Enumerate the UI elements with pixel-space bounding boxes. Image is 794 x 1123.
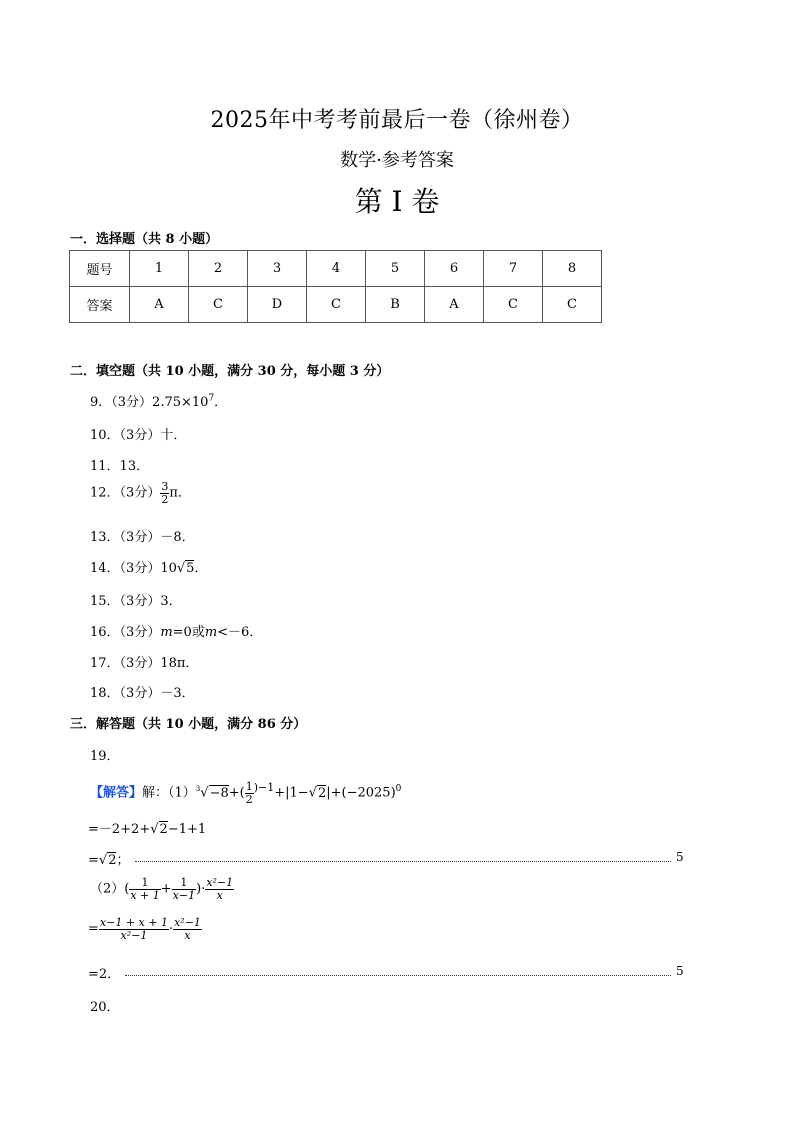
answer-item-12: 12．（3分） $\frac{3}{2}$ π． (90, 480, 191, 506)
fraction: $\frac{\text{x²−1}}{x}$ (174, 916, 201, 942)
table-cell: 7 (484, 251, 543, 287)
answer-item-18: 18．（3分）－3． (90, 686, 195, 701)
solution-step-3: =2． (88, 967, 121, 982)
radical: 2 (159, 822, 168, 837)
solution-step-2: = $\frac{x-1 + x + 1}{\text{x²−1}}$ · $\frac{\text{x²−1}}{x}$ (88, 916, 201, 942)
section-3-heading: 三．解答题（共 10 小题，满分 86 分） (70, 717, 307, 732)
table-cell: 8 (543, 251, 602, 287)
answer-table (69, 250, 602, 323)
score-mark: 5 (676, 850, 684, 864)
score-leader-dots (135, 861, 671, 862)
table-row-numbers (70, 251, 602, 287)
section-1-heading: 一．选择题（共 8 小题） (70, 232, 219, 247)
radical: 5 (186, 561, 195, 576)
table-cell: 1 (130, 251, 189, 287)
solution-line-3: =√2； (88, 853, 130, 868)
paper-title: 2025年中考考前最后一卷（徐州卷） (210, 108, 584, 133)
answer-item-15: 15．（3分）3． (90, 594, 182, 609)
fraction: $\frac{3}{2}$ (161, 480, 169, 506)
answer-item-17: 17．（3分）18π． (90, 656, 199, 671)
table-cell: C (484, 287, 543, 323)
row-label-number: 题号 (70, 251, 130, 287)
answer-item-11: 11．13． (90, 459, 150, 474)
answer-item-14: 14．（3分）10√5． (90, 561, 208, 576)
section-2-heading: 二．填空题（共 10 小题，满分 30 分，每小题 3 分） (70, 364, 390, 379)
cube-root: −8 (209, 785, 229, 801)
solution-part-2: （2）( $\frac{1}{x + 1}$ + $\frac{1}{x-1}$ )· $\frac{\text{x²−1}}{x}$ (90, 876, 234, 902)
table-cell: A (425, 287, 484, 323)
fraction: $\frac{1}{2}$ (245, 780, 253, 806)
table-cell: B (366, 287, 425, 323)
radical: 2 (317, 785, 327, 801)
table-cell: 4 (307, 251, 366, 287)
fraction: $\frac{x-1 + x + 1}{\text{x²−1}}$ (99, 916, 168, 942)
question-19-number: 19． (90, 749, 120, 764)
table-cell: 2 (189, 251, 248, 287)
answer-tag: 【解答】 (90, 785, 143, 801)
table-cell: 5 (366, 251, 425, 287)
answer-item-9: 9．（3分）$2.75\times 10^7$． (90, 393, 228, 410)
table-cell: C (189, 287, 248, 323)
answer-item-10: 10．（3分）十． (90, 428, 187, 443)
paper-subtitle: 数学·参考答案 (340, 150, 454, 171)
table-cell: 3 (248, 251, 307, 287)
table-cell: C (543, 287, 602, 323)
table-cell: 6 (425, 251, 484, 287)
table-cell: A (130, 287, 189, 323)
table-cell: D (248, 287, 307, 323)
table-cell: C (307, 287, 366, 323)
answer-item-16: 16．（3分）m=0或m<－6． (90, 625, 263, 640)
question-20-number: 20． (90, 1000, 120, 1015)
part-heading: 第 I 卷 (354, 185, 440, 218)
score-leader-dots (125, 975, 671, 976)
fraction: $\frac{1}{x + 1}$ (130, 876, 160, 902)
answer-item-13: 13．（3分）－8． (90, 530, 195, 545)
row-label-answer: 答案 (70, 287, 130, 323)
table-row-answers (70, 287, 602, 323)
radical: 2 (108, 853, 117, 868)
solution-line-1: 【解答】解：$(1)^3√-8+$( $\frac{1}{2}$ $^{)-1}+|1-√2|+(-2025)^0$ (90, 780, 402, 806)
fraction: $\frac{\text{x²−1}}{x}$ (206, 876, 234, 902)
score-mark: 5 (676, 964, 684, 978)
fraction: $\frac{1}{x-1}$ (172, 876, 196, 902)
solution-line-2: =－2+2+√2−1+1 (88, 822, 207, 837)
